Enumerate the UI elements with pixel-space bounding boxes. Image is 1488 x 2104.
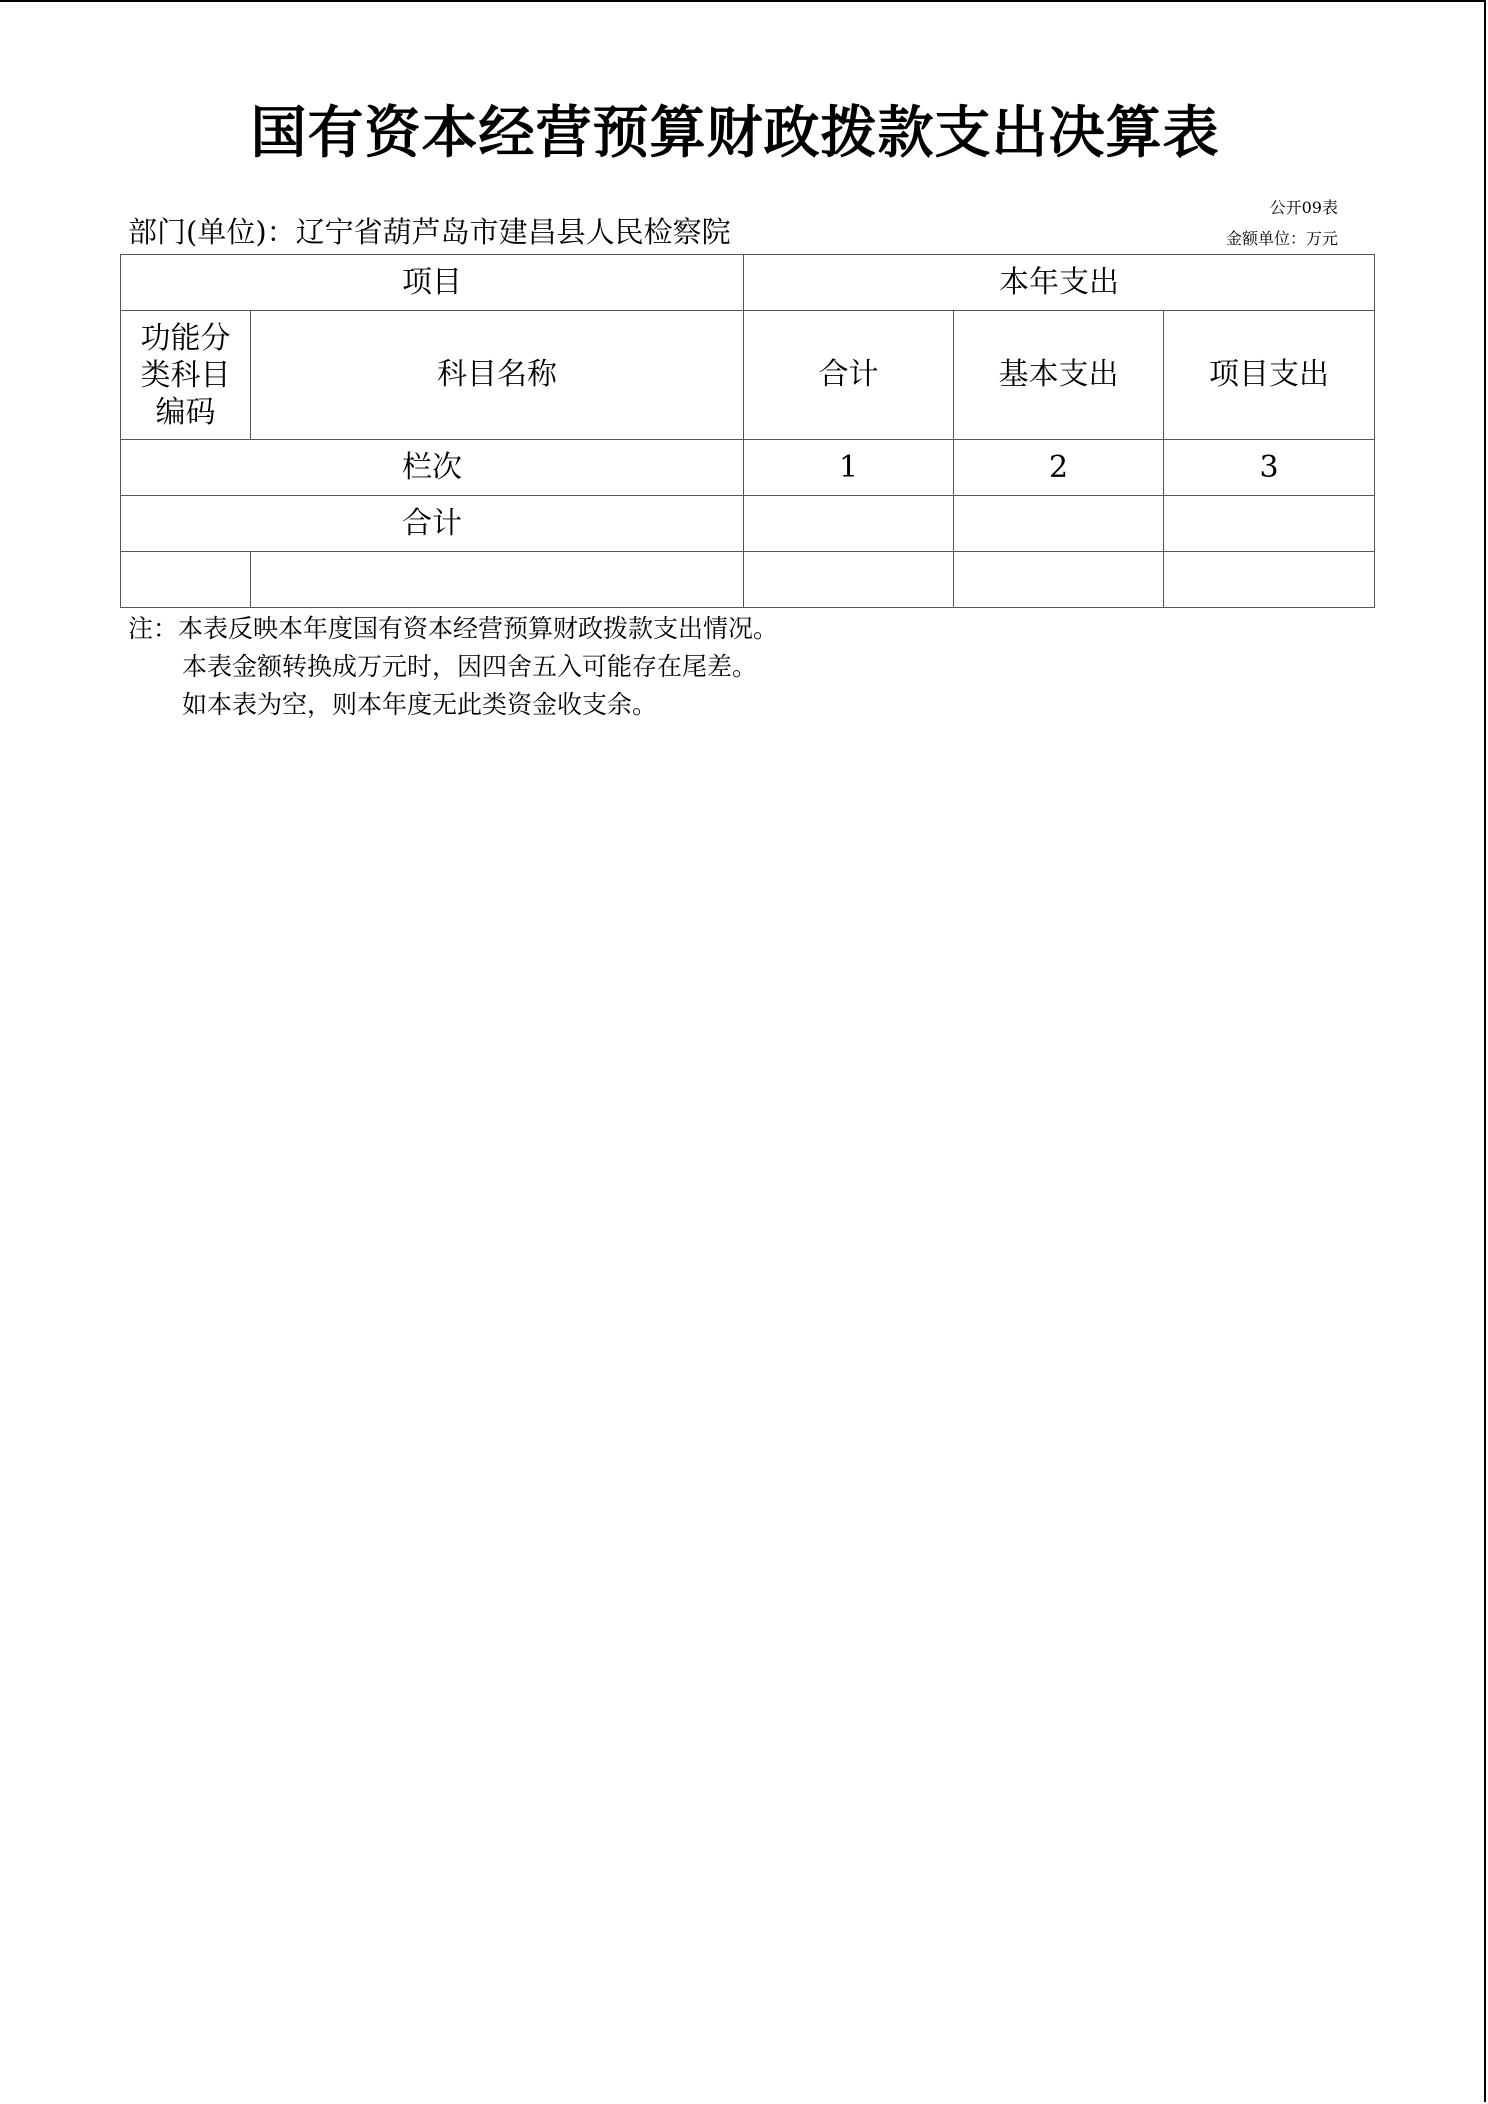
- table-row-total: [121, 496, 1375, 552]
- note-line-3: 如本表为空，则本年度无此类资金收支余。: [182, 690, 658, 719]
- empty-cell-code: [121, 552, 251, 608]
- empty-cell-project: [1164, 552, 1375, 608]
- department-label: 部门(单位)：辽宁省葫芦岛市建昌县人民检察院: [128, 215, 731, 249]
- row-total-project: [1164, 496, 1375, 552]
- empty-cell-basic: [954, 552, 1164, 608]
- note-line-1: 注：本表反映本年度国有资本经营预算财政拨款支出情况。: [128, 614, 779, 643]
- row-index-label: 栏次: [121, 440, 744, 496]
- form-code: 公开09表: [1269, 198, 1338, 217]
- page-title: 国有资本经营预算财政拨款支出决算表: [250, 100, 1220, 166]
- row-index-2: 2: [954, 440, 1164, 496]
- row-total-label: 合计: [121, 496, 744, 552]
- header-project-expenditure: 项目支出: [1164, 311, 1375, 440]
- header-function-code-text: 功能分类科目编码: [140, 320, 231, 430]
- table-row-index: [121, 440, 1375, 496]
- row-total-sum: [744, 496, 954, 552]
- expenditure-table: [120, 254, 1375, 608]
- row-index-3: 3: [1164, 440, 1375, 496]
- header-item: 项目: [121, 255, 744, 311]
- table-header-row-1: [121, 255, 1375, 311]
- header-basic-expenditure: 基本支出: [954, 311, 1164, 440]
- notes: [128, 610, 778, 724]
- empty-cell-total: [744, 552, 954, 608]
- amount-unit: 金额单位：万元: [1225, 229, 1338, 248]
- note-line-2: 本表金额转换成万元时，因四舍五入可能存在尾差。: [182, 652, 758, 681]
- header-subject-name: 科目名称: [251, 311, 744, 440]
- table-row-empty: [121, 552, 1375, 608]
- header-total: 合计: [744, 311, 954, 440]
- header-current-year: 本年支出: [744, 255, 1375, 311]
- table-header-row-2: [121, 311, 1375, 440]
- row-index-1: 1: [744, 440, 954, 496]
- empty-cell-name: [251, 552, 744, 608]
- header-function-code: [121, 311, 251, 440]
- row-total-basic: [954, 496, 1164, 552]
